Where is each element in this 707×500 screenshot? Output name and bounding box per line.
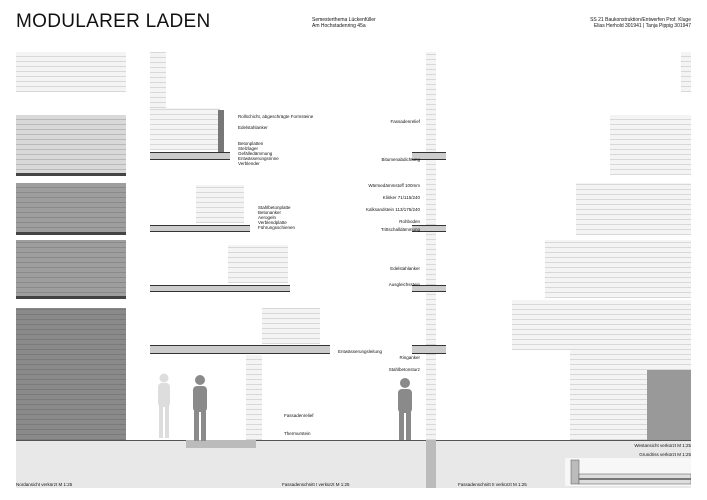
caption-section-2: Fassadenschnitt II verkürzt M 1:25 [458,482,527,487]
ground-line [16,440,691,441]
caption-section-1: Fassadenschnitt I verkürzt M 1:25 [282,482,350,487]
label-fassadenrelief-2: Fassadenrelief [390,119,420,124]
label-edelstahlanker-2: Edelstahlanker [390,266,420,271]
north-elevation-slab-1 [16,173,126,176]
section2-wall [426,52,436,440]
section1-roof-build-up [150,152,230,160]
label-fuehrungsschienen: Führungsschienen [258,225,296,230]
west-elevation-module-4 [512,300,691,350]
north-elevation-top [16,52,126,92]
label-verblender: Verblender [238,161,260,166]
label-betonplatten: Betonplatten [238,141,264,146]
north-elevation-module-4 [16,308,126,440]
section1-slab-3 [150,285,290,292]
label-verblendplatte: Verblendplatte [258,220,287,225]
north-elevation-module-3 [16,240,126,298]
section2-foundation [426,440,436,488]
person-silhouettes [150,370,220,442]
section1-parapet [150,52,166,108]
label-ringanker: Ringanker [399,355,420,360]
project-info [312,17,376,29]
west-elevation-top [681,52,691,92]
label-entwaesserungsleitung: Entwässerungsleitung [338,349,383,354]
label-bitumenabdichtung: Bitumenabdichtung [381,157,420,162]
north-elevation-slab-2 [16,232,126,235]
person-silhouette-dark [193,375,207,441]
north-elevation-module-2 [16,183,126,233]
label-stahlbetonplatte: Stahlbetonplatte [258,205,291,210]
project-address: Am Hochstadenring 45a [312,23,366,29]
label-rohboden: Rohboden [399,219,420,224]
label-gefaelledaemmung: Gefälledämmung [238,151,273,156]
label-stelzlager: Stelzlager [238,146,259,151]
label-betonanker: Betonanker [258,210,282,215]
label-entwaesserungsrinne: Entwässerungsrinne [238,156,279,161]
caption-west-elevation: Westansicht verkürzt M 1:25 [634,443,691,448]
section1-slab-4 [150,345,330,354]
label-aerogeln: Aerogeln [258,215,277,220]
person-silhouette-light [158,374,170,439]
section1-module-1 [150,108,220,150]
section1-module-4 [262,308,320,344]
authors: Elias Herhold 301941 | Tanja Pippig 301947 [593,23,691,29]
north-elevation-slab-3 [16,296,126,299]
label-waermedaemmstoff: Wärmedämmstoff 100mm [368,183,420,188]
page-title: MODULARER LADEN [16,11,211,32]
section1-slab-2 [150,225,250,232]
person-silhouette-section2 [392,375,418,441]
label-klinker: Klinker 71/115/240 [382,195,420,200]
course-name: SS 21 Baukonstruktion/Entwerfen Prof. Kluge [590,17,691,23]
section2-slab-4 [412,345,446,354]
course-info [590,17,691,29]
caption-floor-plan: Grundriss verkürzt M 1:25 [639,452,691,457]
west-elevation-shop-window [647,370,691,440]
north-elevation-module-1 [16,115,126,175]
label-fassadenrelief-1: Fassadenrelief [284,413,314,418]
section1-module-2 [196,185,244,223]
label-trittschalldaemmung: Trittschalldämmung [380,227,420,232]
west-elevation-module-2 [576,183,691,235]
west-elevation-module-3 [545,240,691,298]
west-elevation-module-1 [610,115,691,175]
label-thermurstein: Thermurstein [284,431,311,436]
section1-module-3 [228,245,288,283]
label-rollschicht: Rollschicht, abgeschrägte Formsteine [238,114,314,119]
label-stahlbetonsturz: Stahlbetonsturz [388,367,420,372]
label-kalksandstein: Kalksandstein 113/175/240 [366,207,420,212]
section1-ground-wall [246,355,262,440]
label-ausgleichsstein: Ausgleichsstein [388,282,420,287]
floor-plan-detail [565,456,691,488]
label-edelstahlanker: Edelstahlanker [238,125,268,130]
semester-theme: Semesterthema Lückenfüller [312,17,376,23]
caption-north-elevation: Nordansicht verkürzt M 1:25 [16,482,73,487]
